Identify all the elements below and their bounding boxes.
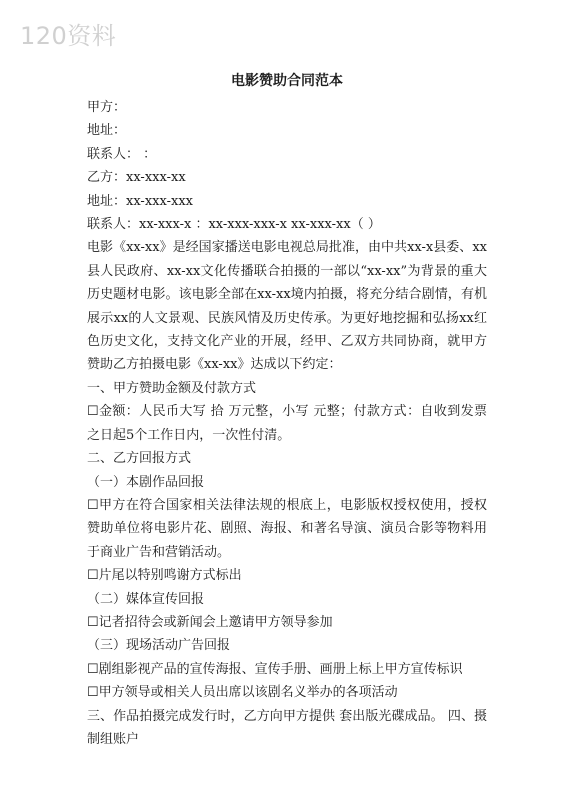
checkbox-item: ☐甲方领导或相关人员出席以该剧名义举办的各项活动 [87,685,398,701]
intro-paragraph: 电影《xx-xx》是经国家播送电影电视总局批准，由中共xx-x县委、xx县人民政府、xx-xx文化传播联合拍摄的一部以“xx-xx”为背景的重大历史题材电影。该电影全部在xx-xx境内拍摄，将充分结合剧情，有机展示xx的人文景观、民族风情及历史传承。为更好地挖掘和弘扬xx红色历史文化，支持文化产业的开展，经甲、乙双方共同协商，就甲方赞助乙方拍摄电影《xx-xx》达成以下约定： [87,240,487,373]
party-a-label: 甲方： [87,100,127,115]
party-b-address: 地址：xx-xxx-xxx [87,193,193,209]
checkbox-item: ☐片尾以特别鸣谢方式标出 [87,568,242,584]
section2-sub2-heading: （二）媒体宣传回报 [87,591,205,607]
section1-heading: 一、甲方赞助金额及付款方式 [87,380,257,396]
party-b-contact: 联系人：xx-xxx-x ：xx-xxx-xxx-x xx-xxx-xx（ ） [87,217,381,233]
section3-body: 三、作品拍摄完成发行时，乙方向甲方提供 套出版光碟成品。 四、摄制组账户 [87,708,487,747]
section2-heading: 二、乙方回报方式 [87,451,192,467]
party-b-name: 乙方：xx-xxx-xx [87,170,186,186]
section2-sub3-heading: （三）现场活动广告回报 [87,638,231,654]
checkbox-item: ☐甲方在符合国家相关法律法规的根底上，电影版权授权使用，授权赞助单位将电影片花、剧照、海报、和著名导演、演员合影等物料用于商业广告和营销活动。 [87,497,487,560]
document-title: 电影赞助合同范本 [231,73,343,89]
party-a-contact: 联系人： ： [87,146,157,162]
party-a-address: 地址： [87,123,127,139]
checkbox-item: ☐剧组影视产品的宣传海报、宣传手册、画册上标上甲方宣传标识 [87,661,463,677]
section1-body: ☐金额：人民币大写 拾 万元整，小写 元整；付款方式：自收到发票之日起5个工作日内，一次性付清。 [87,404,487,443]
watermark: 120资料 [20,22,117,50]
checkbox-item: ☐记者招待会或新闻会上邀请甲方领导参加 [87,614,333,630]
document-page [87,68,487,751]
section2-sub1-heading: （一）本剧作品回报 [87,474,205,490]
